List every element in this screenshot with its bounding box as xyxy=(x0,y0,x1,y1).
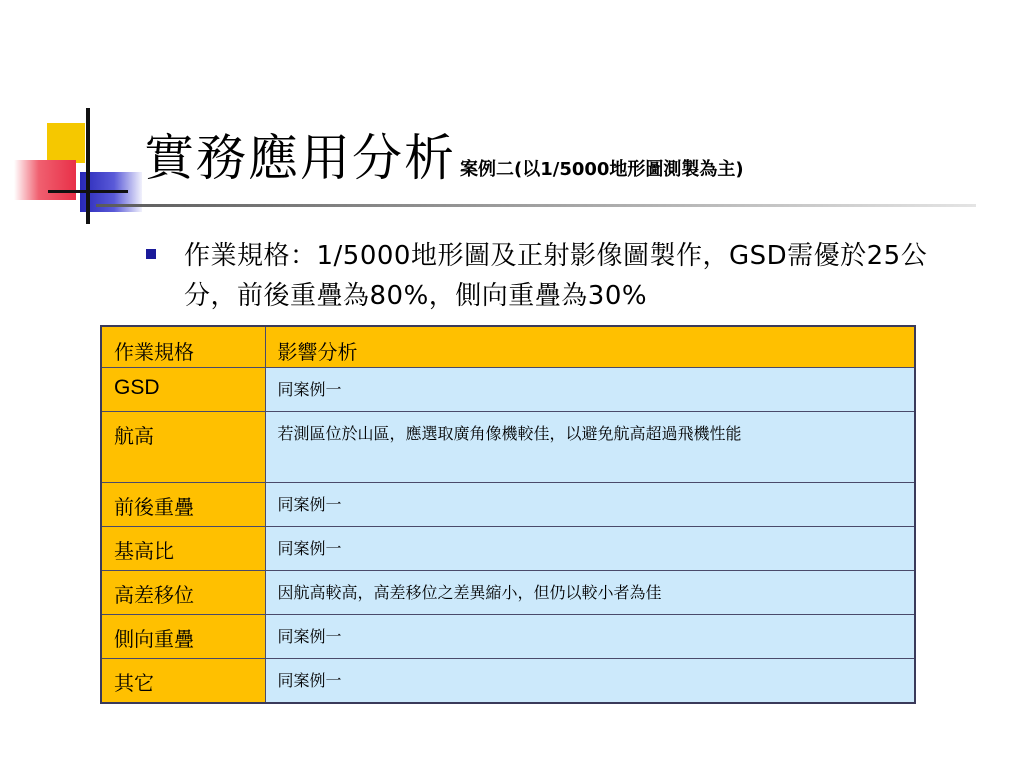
row-analysis: 同案例一 xyxy=(265,367,915,411)
logo-yellow-square xyxy=(47,123,85,163)
row-analysis: 同案例一 xyxy=(265,526,915,570)
header-analysis: 影響分析 xyxy=(265,326,915,367)
row-item: 側向重疊 xyxy=(101,614,265,658)
table-row xyxy=(101,526,915,570)
header-spec: 作業規格 xyxy=(101,326,265,367)
table-row xyxy=(101,367,915,411)
row-item: 其它 xyxy=(101,658,265,703)
logo-vertical-line xyxy=(86,108,90,224)
title-main: 實務應用分析 xyxy=(144,129,456,187)
slide-title xyxy=(144,118,744,190)
spec-analysis-table xyxy=(100,325,916,704)
row-analysis: 同案例一 xyxy=(265,482,915,526)
table-row xyxy=(101,482,915,526)
row-item: 前後重疊 xyxy=(101,482,265,526)
row-analysis: 因航高較高，高差移位之差異縮小，但仍以較小者為佳 xyxy=(265,570,915,614)
bullet-point xyxy=(146,236,946,316)
table-header-row xyxy=(101,326,915,367)
square-bullet-icon xyxy=(146,249,156,259)
table-row xyxy=(101,570,915,614)
table-row xyxy=(101,411,915,482)
title-underline xyxy=(96,204,976,207)
bullet-text: 作業規格：1/5000地形圖及正射影像圖製作，GSD需優於25公分，前後重疊為80%，側向重疊為30% xyxy=(184,241,928,311)
row-analysis: 同案例一 xyxy=(265,658,915,703)
row-analysis: 同案例一 xyxy=(265,614,915,658)
row-analysis: 若測區位於山區，應選取廣角像機較佳，以避免航高超過飛機性能 xyxy=(265,411,915,482)
title-subtitle: 案例二(以1/5000地形圖測製為主) xyxy=(460,159,744,180)
logo-red-bar xyxy=(14,160,76,200)
logo-horizontal-line xyxy=(48,190,128,193)
row-item: GSD xyxy=(101,367,265,411)
row-item: 高差移位 xyxy=(101,570,265,614)
table-row xyxy=(101,614,915,658)
row-item: 基高比 xyxy=(101,526,265,570)
table-row xyxy=(101,658,915,703)
row-item: 航高 xyxy=(101,411,265,482)
